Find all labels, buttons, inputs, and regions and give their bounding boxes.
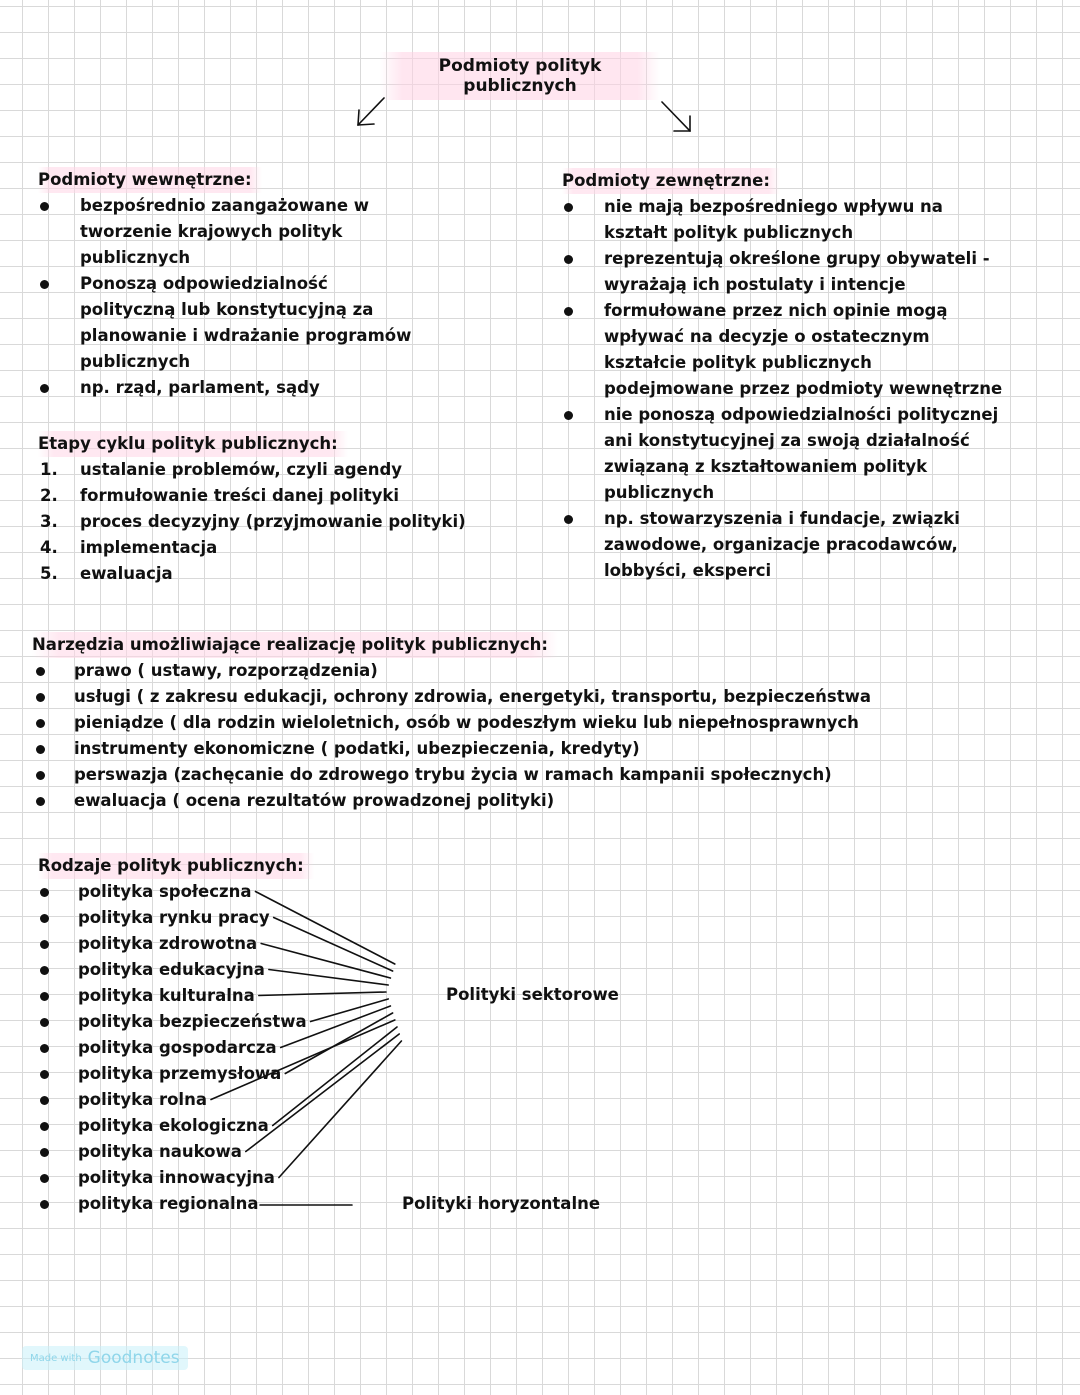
- stage-text: proces decyzyjny (przyjmowanie polityki): [80, 512, 466, 531]
- bullet-icon: [564, 203, 573, 212]
- internal-item-text: np. rząd, parlament, sądy: [80, 378, 320, 397]
- policy-type-item: [38, 983, 338, 1009]
- goodnotes-watermark: [22, 1346, 188, 1370]
- policy-type-item-text: polityka regionalna: [78, 1194, 259, 1213]
- bullet-icon: [36, 797, 45, 806]
- stage-item: [38, 561, 498, 587]
- external-item: [562, 194, 1004, 246]
- tool-item-text: perswazja (zachęcanie do zdrowego trybu życia w ramach kampanii społecznych): [74, 765, 832, 784]
- stage-text: ustalanie problemów, czyli agendy: [80, 460, 403, 479]
- bullet-icon: [40, 940, 49, 949]
- policy-type-item-text: polityka innowacyjna: [78, 1168, 275, 1187]
- stage-item: [38, 535, 498, 561]
- stage-text: formułowanie treści danej polityki: [80, 486, 399, 505]
- external-item-text: nie ponoszą odpowiedzialności politycznej ani konstytucyjnej za swoją działalność związaną z kształtowaniem polityk publicznych: [604, 405, 999, 502]
- bullet-icon: [40, 1200, 49, 1209]
- external-item: [562, 402, 1004, 506]
- bullet-icon: [36, 745, 45, 754]
- internal-item: [38, 193, 425, 271]
- bullet-icon: [40, 1070, 49, 1079]
- policy-type-item: [38, 931, 338, 957]
- tool-item-text: pieniądze ( dla rodzin wieloletnich, osób w podeszłym wieku lub niepełnosprawnych: [74, 713, 859, 732]
- bullet-icon: [40, 1122, 49, 1131]
- bullet-icon: [564, 411, 573, 420]
- policy-type-item: [38, 1139, 338, 1165]
- policy-type-item: [38, 879, 338, 905]
- stage-text: ewaluacja: [80, 564, 173, 583]
- policy-type-item-text: polityka gospodarcza: [78, 1038, 277, 1057]
- brand-text: Goodnotes: [87, 1348, 180, 1368]
- bullet-icon: [40, 888, 49, 897]
- page-title: Podmioty polityk publicznych: [380, 52, 660, 100]
- policy-type-item-text: polityka społeczna: [78, 882, 252, 901]
- external-item-text: np. stowarzyszenia i fundacje, związki zawodowe, organizacje pracodawców, lobbyści, eksperci: [604, 509, 960, 580]
- stage-number: 3.: [40, 512, 58, 531]
- arrow-right-icon: [662, 102, 690, 131]
- policy-type-item-text: polityka rolna: [78, 1090, 207, 1109]
- tools-heading: Narzędzia umożliwiające realizację polityk publicznych:: [32, 632, 558, 658]
- bullet-icon: [40, 1096, 49, 1105]
- types-section: [38, 853, 338, 1217]
- stage-number: 5.: [40, 564, 58, 583]
- bullet-icon: [40, 384, 49, 393]
- external-heading: Podmioty zewnętrzne:: [562, 168, 780, 194]
- made-with-text: Made with: [30, 1352, 82, 1364]
- tool-item: [32, 762, 934, 788]
- stages-list: [38, 457, 498, 587]
- stage-text: implementacja: [80, 538, 218, 557]
- internal-item: [38, 271, 425, 375]
- bullet-icon: [40, 1044, 49, 1053]
- policy-type-item-text: polityka przemysłowa: [78, 1064, 282, 1083]
- policy-type-item: [38, 957, 338, 983]
- policy-type-item-text: polityka bezpieczeństwa: [78, 1012, 307, 1031]
- bullet-icon: [36, 667, 45, 676]
- bullet-icon: [40, 202, 49, 211]
- horizontal-label: Polityki horyzontalne: [402, 1194, 601, 1213]
- types-list: [38, 879, 338, 1217]
- stages-heading: Etapy cyklu polityk publicznych:: [38, 431, 348, 457]
- bullet-icon: [564, 515, 573, 524]
- tool-item-text: prawo ( ustawy, rozporządzenia): [74, 661, 378, 680]
- tool-item: [32, 710, 934, 736]
- tools-list: [32, 658, 932, 814]
- types-heading: Rodzaje polityk publicznych:: [38, 853, 314, 879]
- external-item: [562, 298, 1004, 402]
- tool-item-text: instrumenty ekonomiczne ( podatki, ubezpieczenia, kredyty): [74, 739, 640, 758]
- stage-number: 2.: [40, 486, 58, 505]
- policy-type-item: [38, 1165, 338, 1191]
- bullet-icon: [36, 693, 45, 702]
- tool-item-text: usługi ( z zakresu edukacji, ochrony zdrowia, energetyki, transportu, bezpieczeństwa: [74, 687, 871, 706]
- policy-type-item: [38, 1087, 338, 1113]
- tool-item-text: ewaluacja ( ocena rezultatów prowadzonej polityki): [74, 791, 555, 810]
- policy-type-item: [38, 905, 338, 931]
- sectoral-label: Polityki sektorowe: [446, 985, 619, 1004]
- tool-item: [32, 788, 934, 814]
- tool-item: [32, 684, 934, 710]
- bullet-icon: [40, 992, 49, 1001]
- policy-type-item-text: polityka kulturalna: [78, 986, 255, 1005]
- bullet-icon: [40, 1148, 49, 1157]
- internal-item-text: bezpośrednio zaangażowane w tworzenie krajowych polityk publicznych: [80, 196, 369, 267]
- stage-item: [38, 509, 498, 535]
- policy-type-item: [38, 1061, 338, 1087]
- policy-type-item-text: polityka zdrowotna: [78, 934, 258, 953]
- external-item-text: reprezentują określone grupy obywateli - wyrażają ich postulaty i intencje: [604, 249, 990, 294]
- policy-type-item: [38, 1113, 338, 1139]
- internal-list: [38, 193, 428, 401]
- bullet-icon: [40, 1018, 49, 1027]
- bullet-icon: [36, 719, 45, 728]
- stage-number: 4.: [40, 538, 58, 557]
- policy-type-item: [38, 1191, 338, 1217]
- external-item-text: nie mają bezpośredniego wpływu na kształt polityk publicznych: [604, 197, 943, 242]
- policy-type-item-text: polityka naukowa: [78, 1142, 242, 1161]
- arrow-left-icon: [358, 98, 384, 125]
- external-item: [562, 246, 1004, 298]
- policy-type-item: [38, 1035, 338, 1061]
- bullet-icon: [564, 307, 573, 316]
- stages-section: [38, 431, 498, 587]
- policy-type-item-text: polityka rynku pracy: [78, 908, 270, 927]
- internal-heading: Podmioty wewnętrzne:: [38, 167, 262, 193]
- external-list: [562, 194, 1002, 584]
- internal-item: [38, 375, 425, 401]
- tool-item: [32, 736, 934, 762]
- bullet-icon: [40, 966, 49, 975]
- bullet-icon: [40, 280, 49, 289]
- stage-number: 1.: [40, 460, 58, 479]
- stage-item: [38, 457, 498, 483]
- policy-type-item-text: polityka edukacyjna: [78, 960, 265, 979]
- policy-type-item-text: polityka ekologiczna: [78, 1116, 269, 1135]
- tool-item: [32, 658, 934, 684]
- bullet-icon: [40, 1174, 49, 1183]
- bullet-icon: [564, 255, 573, 264]
- tools-section: [32, 632, 932, 814]
- external-subjects: [562, 168, 1002, 584]
- external-item-text: formułowane przez nich opinie mogą wpływać na decyzje o ostatecznym kształcie polityk publicznych podejmowane przez podmioty wewnętrzne: [604, 301, 1003, 398]
- external-item: [562, 506, 1004, 584]
- internal-item-text: Ponoszą odpowiedzialność polityczną lub konstytucyjną za planowanie i wdrażanie programów publicznych: [80, 274, 412, 371]
- bullet-icon: [40, 914, 49, 923]
- internal-subjects: [38, 167, 428, 401]
- policy-type-item: [38, 1009, 338, 1035]
- bullet-icon: [36, 771, 45, 780]
- stage-item: [38, 483, 498, 509]
